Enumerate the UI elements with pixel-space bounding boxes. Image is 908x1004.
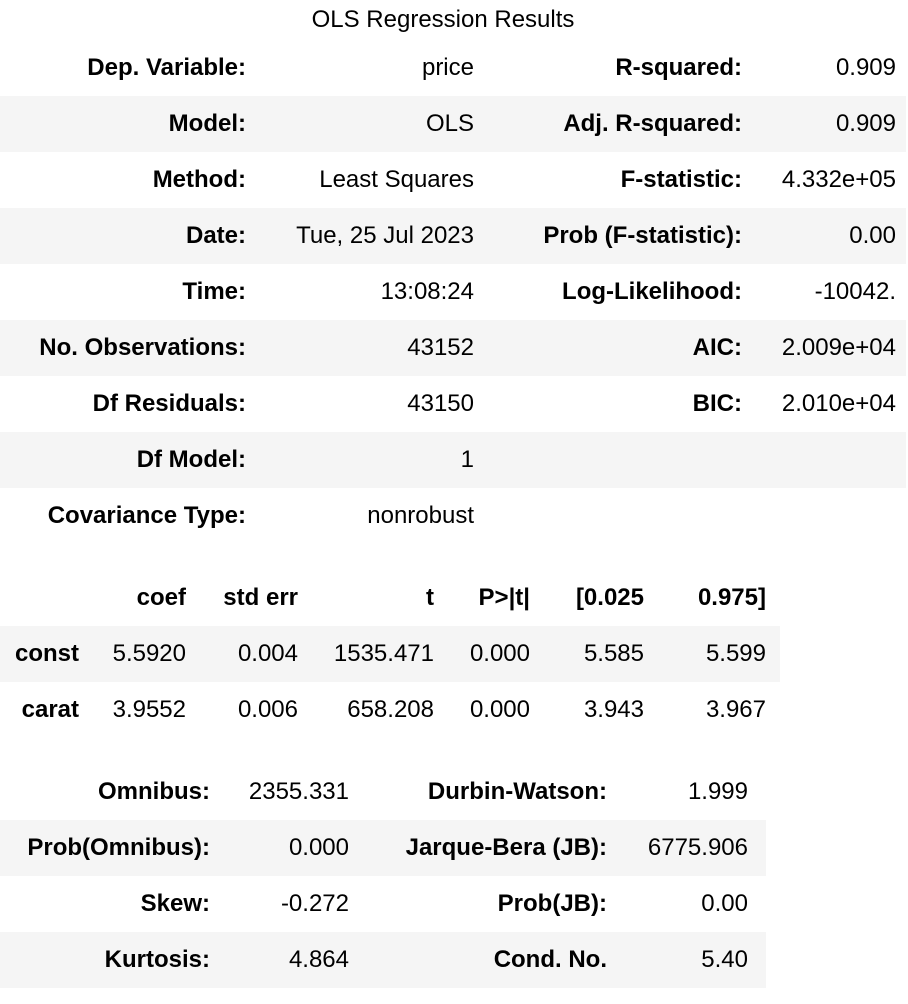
table-row: [0, 152, 906, 208]
summary-label: [484, 432, 752, 488]
table-row: [0, 876, 766, 932]
column-header: [0, 570, 79, 626]
coef-row-label: carat: [21, 696, 79, 723]
table-row: [0, 932, 766, 988]
summary-value: 0.909: [752, 96, 906, 152]
summary-label: BIC:: [692, 390, 742, 417]
summary-value: nonrobust: [367, 502, 474, 529]
table-row: [0, 264, 906, 320]
table-row: [0, 96, 906, 152]
diagnostics-table: [0, 764, 766, 988]
table-row: [0, 764, 766, 820]
summary-value: 4.332e+05: [781, 166, 896, 193]
summary-value: 43150: [407, 390, 474, 417]
column-header: t: [426, 584, 434, 611]
summary-value: 43152: [256, 320, 484, 376]
summary-value: 2.009e+04: [752, 320, 906, 376]
summary-value: 0.909: [835, 54, 896, 81]
model-summary-table: [0, 40, 906, 544]
table-row: [0, 488, 906, 544]
coefficients-table: [0, 570, 780, 738]
diag-value: 5.40: [607, 932, 766, 988]
diag-label: Durbin-Watson:: [427, 778, 607, 805]
table-row: [0, 626, 780, 682]
summary-value: [752, 432, 906, 488]
p-value: 0.000: [469, 696, 530, 723]
ci-upper-value: 3.967: [705, 696, 766, 723]
coef-value: 3.9552: [112, 696, 186, 723]
ci-lower-value: 3.943: [583, 696, 644, 723]
summary-label: No. Observations:: [0, 320, 256, 376]
summary-label: Prob (F-statistic):: [484, 208, 752, 264]
summary-label: Dep. Variable:: [87, 54, 246, 81]
column-header: coef: [136, 584, 186, 611]
table-row: [0, 40, 906, 96]
summary-label: Df Model:: [0, 432, 256, 488]
summary-label: [484, 488, 752, 544]
column-header: P>|t|: [478, 584, 530, 611]
diag-label: Prob(Omnibus):: [0, 820, 210, 876]
summary-value: 1: [256, 432, 484, 488]
summary-label: Method:: [152, 166, 246, 193]
table-row: [0, 820, 766, 876]
coef-row-label: const: [0, 626, 79, 682]
table-row: [0, 320, 906, 376]
summary-value: [752, 488, 906, 544]
table-row: [0, 682, 780, 738]
diag-label: Skew:: [140, 890, 210, 917]
summary-value: 2.010e+04: [781, 390, 896, 417]
summary-label: Covariance Type:: [47, 502, 246, 529]
summary-label: Model:: [0, 96, 256, 152]
diag-value: 1.999: [687, 778, 748, 805]
summary-value: -10042.: [814, 278, 896, 305]
summary-value: 13:08:24: [380, 278, 474, 305]
column-header: 0.975]: [697, 584, 766, 611]
p-value: 0.000: [434, 626, 530, 682]
t-value: 658.208: [347, 696, 434, 723]
summary-label: Date:: [0, 208, 256, 264]
std-err-value: 0.004: [186, 626, 298, 682]
summary-value: 0.00: [752, 208, 906, 264]
table-row: [0, 208, 906, 264]
ci-upper-value: 5.599: [644, 626, 780, 682]
diag-value: -0.272: [280, 890, 349, 917]
t-value: 1535.471: [298, 626, 434, 682]
diag-value: 2355.331: [248, 778, 349, 805]
table-row: [0, 376, 906, 432]
table-row: [0, 432, 906, 488]
summary-value: OLS: [256, 96, 484, 152]
summary-label: Adj. R-squared:: [484, 96, 752, 152]
ci-lower-value: 5.585: [530, 626, 644, 682]
coef-value: 5.5920: [79, 626, 186, 682]
diag-label: Omnibus:: [98, 778, 210, 805]
std-err-value: 0.006: [237, 696, 298, 723]
diag-label: Cond. No.: [349, 932, 607, 988]
summary-label: R-squared:: [615, 54, 742, 81]
results-title: OLS Regression Results: [311, 6, 575, 33]
column-header: [0.025: [575, 584, 644, 611]
summary-value: Tue, 25 Jul 2023: [256, 208, 484, 264]
diag-value: 6775.906: [607, 820, 766, 876]
table-header-row: [0, 570, 780, 626]
diag-label: Jarque-Bera (JB):: [349, 820, 607, 876]
diag-label: Prob(JB):: [497, 890, 607, 917]
summary-label: Time:: [182, 278, 246, 305]
summary-label: Log-Likelihood:: [562, 278, 742, 305]
summary-value: Least Squares: [319, 166, 474, 193]
summary-label: Df Residuals:: [92, 390, 246, 417]
summary-value: price: [421, 54, 474, 81]
column-header: std err: [223, 584, 298, 611]
diag-value: 4.864: [210, 932, 349, 988]
diag-value: 0.00: [701, 890, 748, 917]
diag-label: Kurtosis:: [0, 932, 210, 988]
summary-label: F-statistic:: [620, 166, 742, 193]
summary-label: AIC:: [484, 320, 752, 376]
diag-value: 0.000: [210, 820, 349, 876]
